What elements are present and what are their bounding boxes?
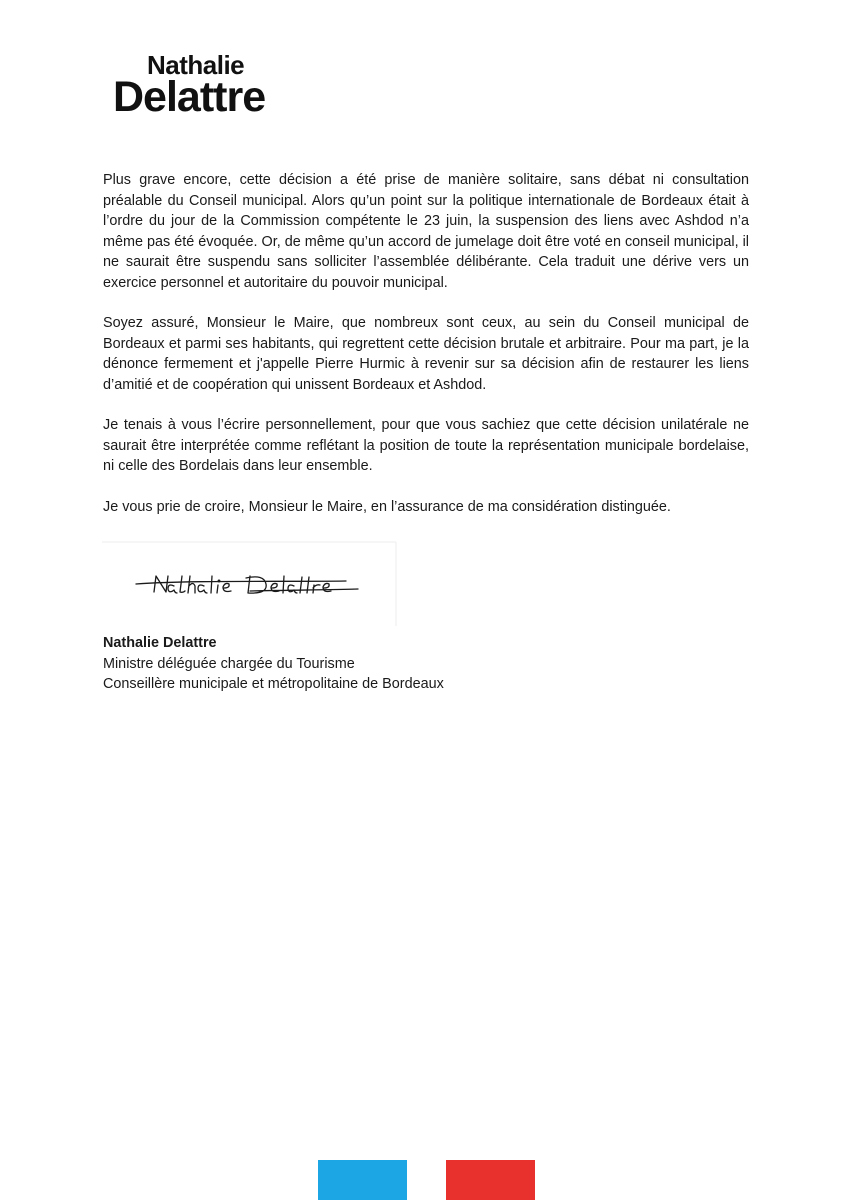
- paragraph-2: Soyez assuré, Monsieur le Maire, que nombreux sont ceux, au sein du Conseil municipal de Bordeaux et parmi ses habitants, qui regrettent cette décision brutale et arbitraire. Pour ma part, je la dénonce fermement et j'appelle Pierre Hurmic à revenir sur sa décision afin de restaurer les liens d’amitié et de coopération qui unissent Bordeaux et Ashdod.: [103, 315, 749, 393]
- paragraph-3: Je tenais à vous l’écrire personnellement, pour que vous sachiez que cette décision unilatérale ne saurait être interprétée comme reflétant la position de toute la représentation municipale bordelaise, ni celle des Bordelais dans leur ensemble.: [103, 417, 749, 474]
- logo-first-name: Nathalie: [147, 50, 245, 80]
- paragraph-1: Plus grave encore, cette décision a été prise de manière solitaire, sans débat ni consultation préalable du Conseil municipal. Alors qu’un point sur la politique internationale de Bordeaux était à l’ordre du jour de la Commission compétente le 23 juin, la suspension des liens avec Ashdod n’a même pas été évoquée. Or, de même qu’un accord de jumelage doit être voté en conseil municipal, il ne saurait être suspendu sans solliciter l’assemblée délibérante. Cela traduit une dérive vers un exercice personnel et autoritaire du pouvoir municipal.: [103, 172, 749, 291]
- header-logo: [113, 52, 265, 119]
- footer-red-bar: [446, 1160, 535, 1200]
- closing-formula: Je vous prie de croire, Monsieur le Maire, en l’assurance de ma considération distinguée.: [103, 498, 671, 515]
- handwritten-signature: [100, 540, 400, 630]
- signatory-title-2: Conseillère municipale et métropolitaine de Bordeaux: [103, 676, 444, 692]
- footer-blue-bar: [318, 1160, 407, 1200]
- signature-block: [103, 633, 444, 695]
- signatory-name: Nathalie Delattre: [103, 635, 217, 651]
- letter-body: [103, 170, 749, 537]
- logo-last-name: Delattre: [113, 73, 266, 121]
- signatory-title-1: Ministre déléguée chargée du Tourisme: [103, 655, 355, 672]
